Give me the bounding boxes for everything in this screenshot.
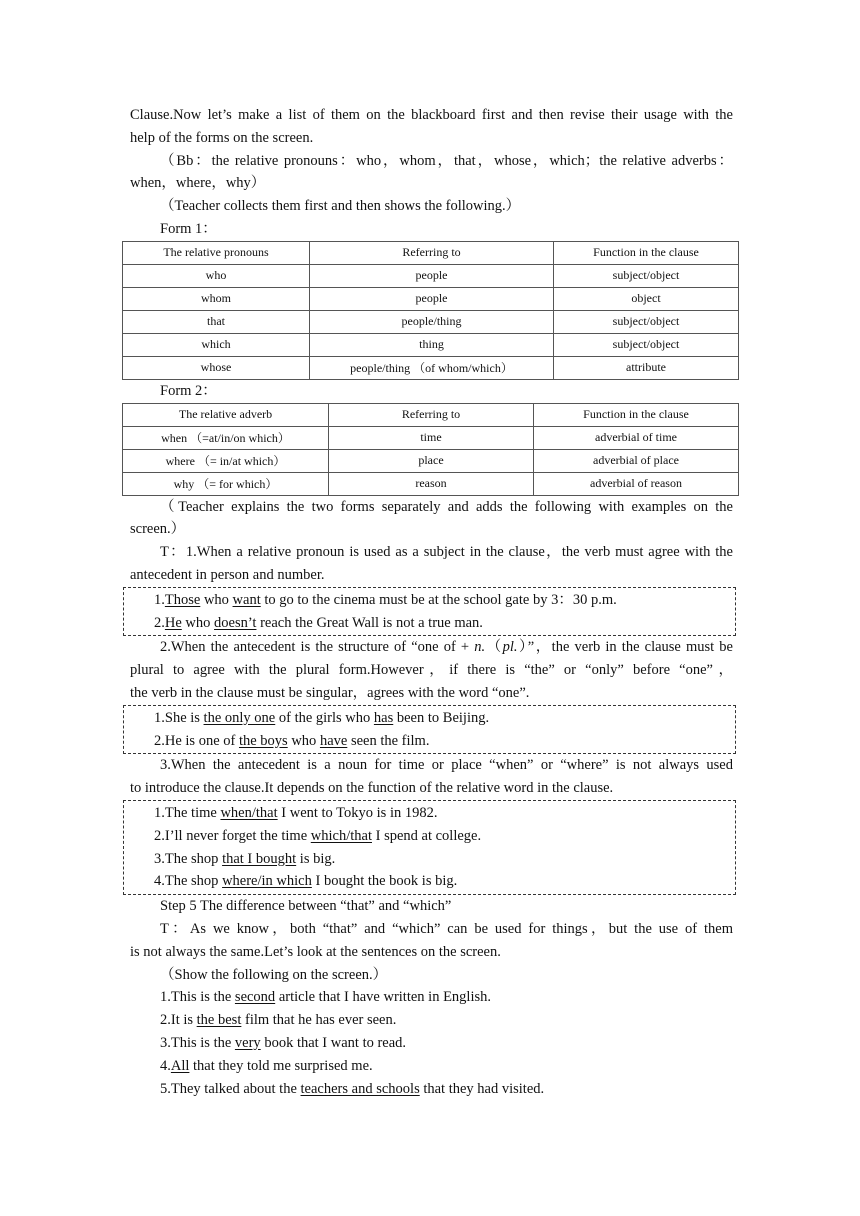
table-cell: which [123, 333, 310, 356]
form1-label: Form 1： [160, 220, 217, 237]
form1-table [122, 241, 739, 380]
table-cell: subject/object [554, 333, 739, 356]
step5-sentence: 3.This is the very book that I want to read. [160, 1034, 407, 1051]
underlined-word: when/that [220, 804, 278, 821]
table-cell: reason [329, 472, 534, 495]
underlined-word: want [232, 591, 261, 608]
teacher-collects: （Teacher collects them first and then shows the following.） [160, 198, 521, 215]
table-cell: time [329, 426, 534, 449]
table-header-cell: Referring to [329, 403, 534, 426]
table-cell: people/thing [310, 310, 554, 333]
underlined-word: teachers and schools [300, 1080, 420, 1097]
table-cell: adverbial of reason [534, 472, 739, 495]
table-cell: adverbial of time [534, 426, 739, 449]
form2-table [122, 403, 739, 496]
table-row [123, 264, 739, 287]
underlined-word: All [170, 1057, 190, 1074]
rule1-example-box [123, 587, 736, 637]
underlined-word: doesn’t [214, 614, 257, 631]
table-header-cell: Function in the clause [554, 241, 739, 264]
table-cell: subject/object [554, 264, 739, 287]
table-header-row [123, 403, 739, 426]
underlined-word: has [373, 709, 394, 726]
bb-line-2: when，where，why） [130, 175, 266, 192]
underlined-word: the boys [238, 732, 288, 749]
table-row [123, 426, 739, 449]
form2-label: Form 2： [160, 382, 217, 399]
table-row [123, 449, 739, 472]
rule2-line-1: 2.When the antecedent is the structure of “one of + n.（pl.）”，the verb in the clause must be [160, 639, 733, 656]
example-sentence: 2.He is one of the boys who have seen the film. [154, 732, 430, 749]
step5-t-line-1: T：As we know，both “that” and “which” can be used for things，but the use of them [160, 920, 733, 937]
table-row [123, 472, 739, 495]
table-cell: when （=at/in/on which） [123, 426, 329, 449]
table-cell: whose [123, 356, 310, 379]
example-sentence: 4.The shop where/in which I bought the book is big. [154, 873, 458, 890]
example-sentence: 3.The shop that I bought is big. [154, 850, 336, 867]
example-sentence: 1.She is the only one of the girls who has been to Beijing. [154, 709, 490, 726]
document-page [130, 104, 733, 1100]
table-cell: where （= in/at which） [123, 449, 329, 472]
underlined-word: He [164, 614, 182, 631]
rule1-line-1: T：1.When a relative pronoun is used as a subject in the clause，the verb must agree with the [160, 544, 733, 561]
table-row [123, 310, 739, 333]
underlined-word: have [319, 732, 348, 749]
rule2-line-3: the verb in the clause must be singular，agrees with the word “one”. [130, 684, 530, 701]
table-header-cell: Function in the clause [534, 403, 739, 426]
step5-title: Step 5 The difference between “that” and “which” [160, 898, 452, 915]
underlined-word: which/that [310, 827, 372, 844]
table-cell: people/thing （of whom/which） [310, 356, 554, 379]
step5-sentence: 4.All that they told me surprised me. [160, 1057, 373, 1074]
table-cell: people [310, 287, 554, 310]
table-cell: object [554, 287, 739, 310]
step5-sentence: 1.This is the second article that I have written in English. [160, 989, 492, 1006]
rule3-line-2: to introduce the clause.It depends on the function of the relative word in the clause. [130, 780, 614, 797]
step5-t-line-2: is not always the same.Let’s look at the sentences on the screen. [130, 943, 501, 960]
step5-sentence: 2.It is the best film that he has ever seen. [160, 1012, 397, 1029]
intro-line-2: help of the forms on the screen. [130, 129, 314, 146]
rule2-line-2: plural to agree with the plural form.However，if there is “the” or “only” before “one”， [130, 662, 733, 679]
example-sentence: 2.I’ll never forget the time which/that I spend at college. [154, 827, 482, 844]
rule3-line-1: 3.When the antecedent is a noun for time or place “when” or “where” is not always used [160, 757, 733, 774]
table-cell: why （= for which） [123, 472, 329, 495]
table-header-row [123, 241, 739, 264]
table-cell: place [329, 449, 534, 472]
step5-show: （Show the following on the screen.） [160, 966, 388, 983]
table-cell: who [123, 264, 310, 287]
intro-line-1: Clause.Now let’s make a list of them on the blackboard first and then revise their usage with the [130, 107, 733, 123]
table-cell: that [123, 310, 310, 333]
table-header-cell: Referring to [310, 241, 554, 264]
step5-sentence: 5.They talked about the teachers and schools that they had visited. [160, 1080, 545, 1097]
table-cell: whom [123, 287, 310, 310]
table-cell: attribute [554, 356, 739, 379]
table-row [123, 356, 739, 379]
table-cell: people [310, 264, 554, 287]
table-header-cell: The relative pronouns [123, 241, 310, 264]
example-sentence: 1.Those who want to go to the cinema must be at the school gate by 3：30 p.m. [154, 591, 617, 608]
underlined-word: the best [196, 1012, 242, 1029]
underlined-word: the only one [203, 709, 276, 726]
table-cell: subject/object [554, 310, 739, 333]
underlined-word: very [234, 1034, 261, 1051]
table-cell: thing [310, 333, 554, 356]
rule3-example-box [123, 800, 736, 895]
table-cell: adverbial of place [534, 449, 739, 472]
underlined-word: Those [164, 591, 201, 608]
example-sentence: 2.He who doesn’t reach the Great Wall is not a true man. [154, 614, 483, 631]
table-row [123, 333, 739, 356]
table-header-cell: The relative adverb [123, 403, 329, 426]
underlined-word: second [234, 989, 276, 1006]
explain-line-2: screen.） [130, 521, 186, 538]
underlined-word: that I bought [222, 850, 297, 867]
bb-line-1: （Bb：the relative pronouns：who，whom，that，whose，which；the relative adverbs： [160, 152, 733, 169]
example-sentence: 1.The time when/that I went to Tokyo is in 1982. [154, 804, 438, 821]
explain-line-1: （Teacher explains the two forms separately and adds the following with examples on the [160, 498, 733, 515]
underlined-word: where/in which [222, 873, 312, 890]
table-row [123, 287, 739, 310]
rule2-example-box [123, 705, 736, 755]
rule1-line-2: antecedent in person and number. [130, 566, 325, 583]
